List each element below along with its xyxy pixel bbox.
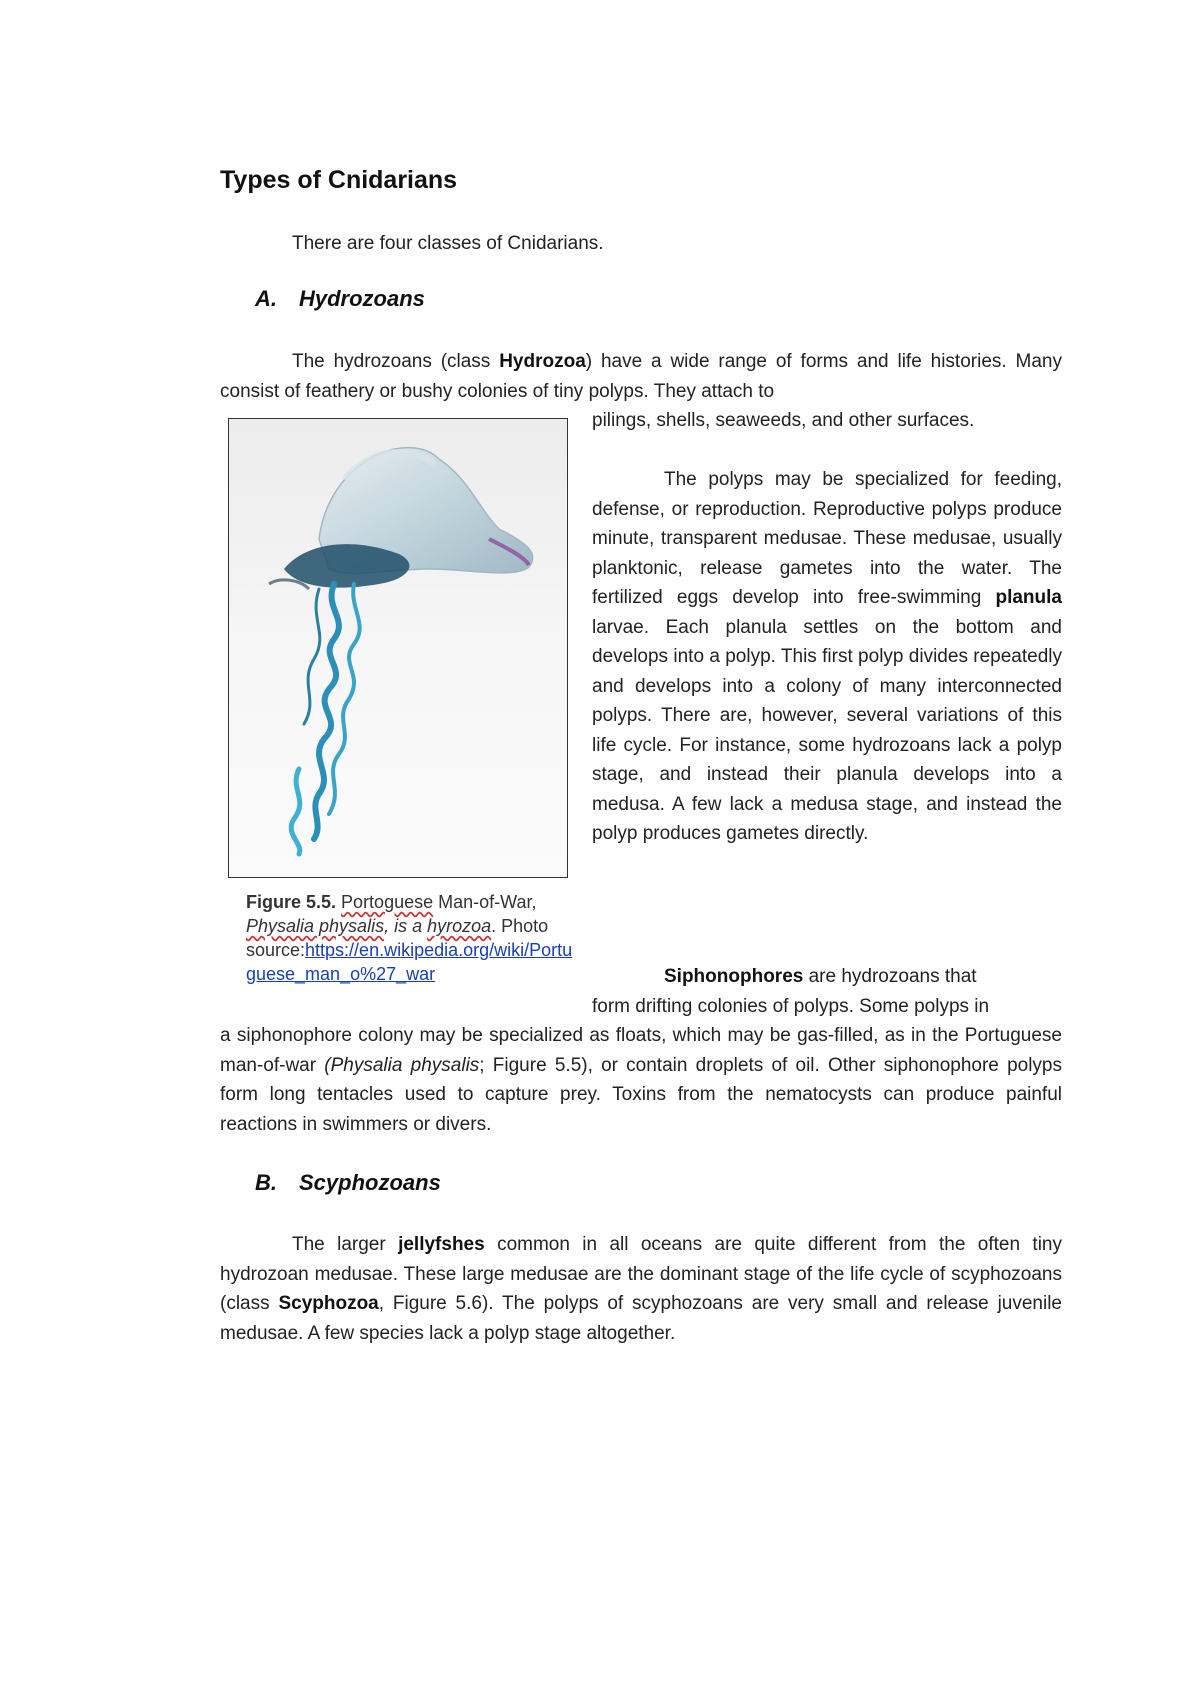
figure-name: Portoguese xyxy=(341,892,434,912)
hydrozoa-paragraph-2 xyxy=(592,465,1062,849)
term-hydrozoa: Hydrozoa xyxy=(499,351,586,372)
figure-species: Physalia physalis xyxy=(246,916,385,936)
section-a-letter: A. xyxy=(255,286,277,311)
hydrozoa-paragraph-1-continued: pilings, shells, seaweeds, and other surfaces. xyxy=(592,410,975,431)
page-title: Types of Cnidarians xyxy=(220,166,458,194)
section-a-heading xyxy=(255,286,425,312)
term-siphonophores: Siphonophores xyxy=(664,966,804,987)
figure-source-link[interactable]: https://en.wikipedia.org/wiki/Portuguese_man_o%27_war xyxy=(246,940,573,984)
figure-source-label: source: xyxy=(246,940,306,960)
figure-label: Figure 5.5. xyxy=(246,892,337,912)
figure-class-word: hyrozoa xyxy=(427,916,492,936)
man-of-war-photo xyxy=(228,418,568,878)
text-run: ) have a wide range of forms and life histories. Many consist of feathery or bushy colonies of tiny polyps. They attach to xyxy=(220,351,1062,402)
text-run: common in all oceans are quite different from the often tiny hydrozoan medusae. These large medusae are the dominant stage of the life cycle of scyphozoans (class xyxy=(220,1234,1062,1314)
man-of-war-illustration xyxy=(229,419,567,877)
term-scyphozoa: Scyphozoa xyxy=(278,1293,379,1314)
hydrozoa-paragraph-1 xyxy=(220,347,1062,406)
section-b-heading xyxy=(255,1170,441,1196)
species-italic: (Physalia physalis xyxy=(324,1054,480,1076)
scyphozoa-paragraph xyxy=(220,1230,1062,1348)
text-run: The larger xyxy=(292,1234,399,1255)
term-planula: planula xyxy=(995,587,1062,608)
text-run: Man-of-War, xyxy=(433,892,537,912)
figure-caption xyxy=(246,890,576,986)
siphonophore-paragraph-line: form drifting colonies of polyps. Some polyps in xyxy=(592,996,990,1017)
section-a-title: Hydrozoans xyxy=(299,286,425,311)
text-run: ; Figure 5.5), or contain droplets of oil. Other siphonophore polyps form long tentacles used to capture prey. Toxins from the nematocysts can produce painful reactions in swimmers or divers. xyxy=(220,1054,1063,1135)
text-run: a siphonophore colony may be specialized as floats, which may be gas-filled, as in the Portuguese man-of-war xyxy=(220,1025,1062,1076)
section-b-letter: B. xyxy=(255,1170,277,1195)
section-b-title: Scyphozoans xyxy=(299,1170,441,1195)
text-run: larvae. Each planula settles on the bottom and develops into a polyp. This first polyp divides repeatedly and develops into a colony of many interconnected polyps. There are, however, several variations of this life cycle. For instance, some hydrozoans lack a polyp stage, and instead their planula develops into a medusa. A few lack a medusa stage, and instead the polyp produces gametes directly. xyxy=(592,616,1062,844)
text-run: The hydrozoans (class xyxy=(292,351,500,372)
text-run: , is a xyxy=(384,916,428,936)
term-jellyfishes: jellyfshes xyxy=(398,1234,485,1255)
siphonophore-paragraph-rest xyxy=(220,1021,1062,1139)
text-run: The polyps may be specialized for feeding, defense, or reproduction. Reproductive polyps produce minute, transparent medusae. These medusae, usually planktonic, release gametes into the water. The fertilized eggs develop into free-swimming xyxy=(592,469,1062,608)
siphonophore-paragraph-start xyxy=(592,962,1062,992)
text-run: . Photo xyxy=(491,916,549,936)
intro-text: There are four classes of Cnidarians. xyxy=(292,233,604,254)
text-run: , Figure 5.6). The polyps of scyphozoans are very small and release juvenile medusae. A few species lack a polyp stage altogether. xyxy=(220,1293,1063,1344)
text-run: are hydrozoans that xyxy=(803,966,977,987)
